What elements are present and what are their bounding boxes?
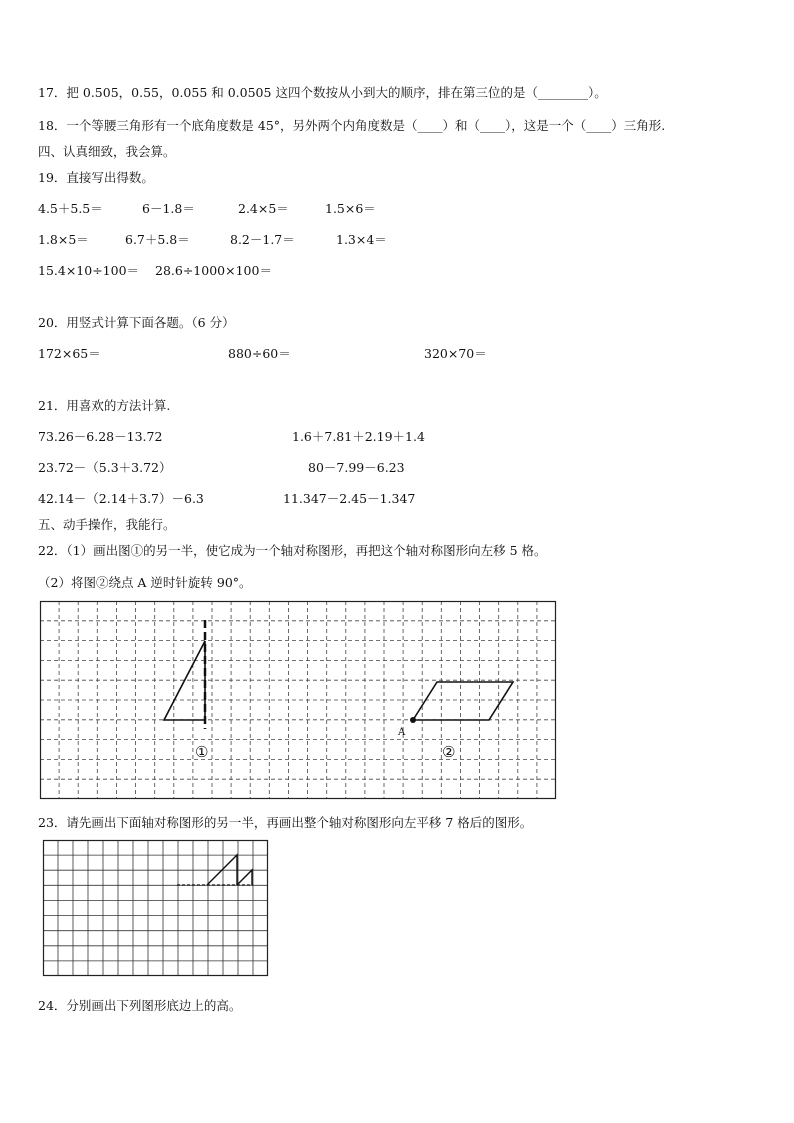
q22-grid-figure [40,601,556,799]
q21-expr-6: 11.347－2.45－1.347 [283,491,416,506]
q19-expr-4: 1.5×6＝ [325,201,376,216]
q23-solid-grid [43,840,268,976]
q19-expr-3: 2.4×5＝ [238,201,289,216]
question-19-title: 19．直接写出得数。 [38,170,154,185]
q19-expr-9: 15.4×10÷100＝ [38,263,140,278]
question-24: 24．分别画出下列图形底边上的高。 [38,998,242,1013]
figure-1-label: ① [195,743,209,761]
q21-expr-2: 1.6＋7.81＋2.19＋1.4 [292,429,425,444]
q19-expr-1: 4.5＋5.5＝ [38,201,103,216]
q20-expr-1: 172×65＝ [38,346,101,361]
q23-grid-figure [43,840,268,976]
question-22-part-1: 22．（1）画出图①的另一半，使它成为一个轴对称图形，再把这个轴对称图形向左移 5 格。 [38,543,547,558]
question-18: 18．一个等腰三角形有一个底角度数是 45°，另外两个内角度数是（____）和（____），这是一个（____）三角形. [38,118,666,133]
q19-expr-7: 8.2－1.7＝ [230,232,295,247]
point-a-dot [410,717,416,723]
q23-half-shape-small [237,870,252,885]
q19-expr-6: 6.7＋5.8＝ [125,232,190,247]
q21-expr-5: 42.14－（2.14＋3.7）－6.3 [38,491,204,506]
question-23: 23．请先画出下面轴对称图形的另一半，再画出整个轴对称图形向左平移 7 格后的图形。 [38,815,533,830]
q23-grid-border [44,841,268,976]
section-5-heading: 五、动手操作，我能行。 [38,517,176,532]
figure-2-parallelogram [413,682,513,720]
question-20-title: 20．用竖式计算下面各题。（6 分） [38,315,235,330]
q20-expr-3: 320×70＝ [424,346,487,361]
q21-expr-4: 80－7.99－6.23 [308,460,405,475]
q19-expr-5: 1.8×5＝ [38,232,89,247]
figure-2-label: ② [442,743,456,761]
q21-expr-3: 23.72－（5.3＋3.72） [38,460,172,475]
q20-expr-2: 880÷60＝ [228,346,291,361]
q21-expr-1: 73.26－6.28－13.72 [38,429,163,444]
question-21-title: 21．用喜欢的方法计算. [38,398,171,413]
question-22-part-2: （2）将图②绕点 A 逆时针旋转 90°。 [38,575,252,590]
q19-expr-2: 6－1.8＝ [142,201,195,216]
point-a-label: A [398,727,406,738]
q22-dashed-grid [40,601,556,799]
question-17: 17．把 0.505，0.55，0.055 和 0.0505 这四个数按从小到大的顺序，排在第三位的是（________）。 [38,85,607,100]
section-4-heading: 四、认真细致，我会算。 [38,144,176,159]
q19-expr-10: 28.6÷1000×100＝ [155,263,272,278]
q19-expr-8: 1.3×4＝ [336,232,387,247]
figure-1-half-triangle [164,641,205,720]
